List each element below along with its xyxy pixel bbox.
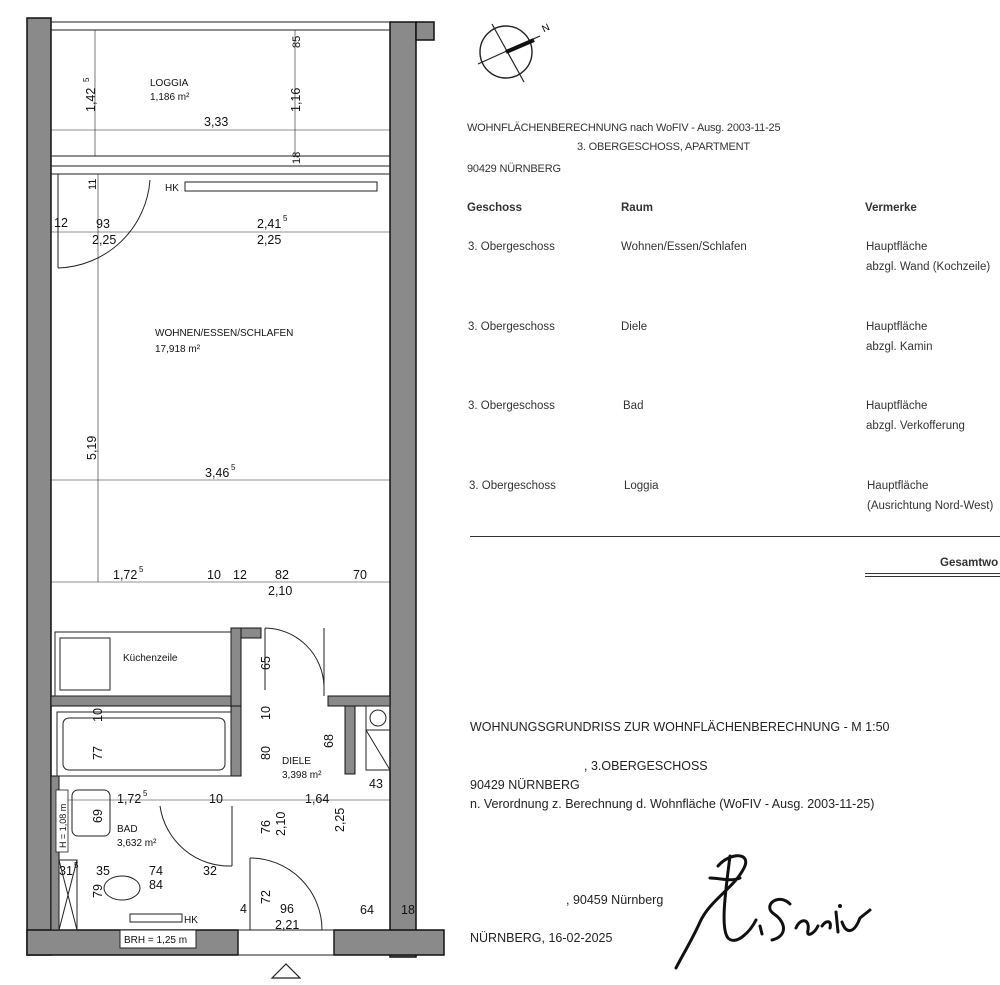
dim-225-b: 2,25 bbox=[257, 233, 282, 247]
plan-info-address: , 90459 Nürnberg bbox=[566, 893, 664, 907]
row3-raum: Bad bbox=[623, 400, 644, 412]
dim-93: 93 bbox=[96, 217, 110, 231]
room-name-kueche: Küchenzeile bbox=[123, 653, 178, 664]
dim-1725-a: 1,72 bbox=[113, 568, 138, 582]
dim-3465: 3,46 bbox=[205, 466, 230, 480]
dim-70: 70 bbox=[353, 568, 367, 582]
dim-10-a: 10 bbox=[207, 568, 221, 582]
row3-vermerk2: abzgl. Verkofferung bbox=[866, 420, 965, 432]
col-header-raum: Raum bbox=[621, 202, 653, 214]
svg-text:5: 5 bbox=[283, 214, 288, 223]
dim-221: 2,21 bbox=[275, 918, 300, 932]
dim-85: 85 bbox=[291, 35, 303, 48]
row1-raum: Wohnen/Essen/Schlafen bbox=[621, 241, 747, 253]
dim-210-b: 2,10 bbox=[274, 811, 288, 836]
hk-label-top: HK bbox=[165, 183, 179, 194]
dim-10-d: 10 bbox=[209, 792, 223, 806]
room-name-wohnen: WOHNEN/ESSEN/SCHLAFEN bbox=[155, 328, 294, 339]
total-label: Gesamtwo bbox=[940, 557, 999, 569]
row4-raum: Loggia bbox=[624, 480, 659, 492]
plan-info-line4: n. Verordnung z. Berechnung d. Wohnfläche (WoFIV - Ausg. 2003-11-25) bbox=[470, 797, 875, 811]
room-name-bad: BAD bbox=[117, 824, 138, 835]
room-area-loggia: 1,186 m² bbox=[150, 92, 190, 103]
row4-vermerk1: Hauptfläche bbox=[867, 480, 929, 492]
brh-label: BRH = 1,25 m bbox=[124, 935, 188, 946]
dim-68: 68 bbox=[322, 734, 336, 748]
dim-11: 11 bbox=[87, 178, 99, 190]
row3-geschoss: 3. Obergeschoss bbox=[468, 400, 555, 412]
room-area-wohnen: 17,918 m² bbox=[155, 344, 201, 355]
room-name-loggia: LOGGIA bbox=[150, 78, 189, 89]
dim-519: 5,19 bbox=[85, 435, 99, 460]
bathtub bbox=[57, 712, 231, 776]
dim-loggia-h-a: 1,42 bbox=[84, 87, 98, 112]
calc-title-line3: 90429 NÜRNBERG bbox=[467, 163, 561, 175]
radiator-top bbox=[185, 182, 377, 191]
dim-164: 1,64 bbox=[305, 792, 330, 806]
dim-2415: 2,41 bbox=[257, 217, 282, 231]
dim-72: 72 bbox=[259, 890, 273, 904]
dim-210-a: 2,10 bbox=[268, 584, 293, 598]
row1-vermerk2: abzgl. Wand (Kochzeile) bbox=[866, 261, 991, 273]
dim-96: 96 bbox=[280, 902, 294, 916]
dim-80: 80 bbox=[259, 746, 273, 760]
total-rule-2 bbox=[865, 576, 1000, 577]
row1-geschoss: 3. Obergeschoss bbox=[468, 241, 555, 253]
dim-65: 65 bbox=[259, 656, 273, 670]
compass-north-label: N bbox=[540, 22, 552, 36]
entrance-arrow bbox=[272, 964, 300, 978]
row2-geschoss: 3. Obergeschoss bbox=[468, 321, 555, 333]
dim-43: 43 bbox=[369, 777, 383, 791]
row4-vermerk2: (Ausrichtung Nord-West) bbox=[867, 500, 994, 512]
dim-loggia-width: 3,33 bbox=[204, 115, 229, 129]
dim-loggia-h-b: 1,16 bbox=[289, 87, 303, 112]
plan-info-line2: , 3.OBERGESCHOSS bbox=[584, 759, 708, 773]
dim-74: 74 bbox=[149, 864, 163, 878]
dim-225-c: 2,25 bbox=[333, 807, 347, 832]
col-header-geschoss: Geschoss bbox=[467, 202, 522, 214]
svg-text:5: 5 bbox=[231, 463, 236, 472]
dim-64: 64 bbox=[360, 903, 374, 917]
dim-18-bottom: 18 bbox=[401, 903, 415, 917]
plan-info-line1: WOHNUNGSGRUNDRISS ZUR WOHNFLÄCHENBERECHNUNG - M 1:50 bbox=[470, 720, 890, 734]
door-arc-diele bbox=[265, 628, 324, 686]
loggia-area bbox=[51, 22, 390, 174]
door-arc-bad bbox=[160, 806, 232, 866]
dim-35: 35 bbox=[96, 864, 110, 878]
svg-text:5: 5 bbox=[139, 565, 144, 574]
plan-info-place-date: NÜRNBERG, 16-02-2025 bbox=[470, 931, 613, 945]
chimney bbox=[366, 706, 390, 770]
dim-79: 79 bbox=[91, 884, 105, 898]
calc-title-line2: 3. OBERGESCHOSS, APARTMENT bbox=[577, 141, 750, 153]
signature bbox=[670, 848, 910, 978]
row2-vermerk1: Hauptfläche bbox=[866, 321, 928, 333]
dim-1725-b: 1,72 bbox=[117, 792, 142, 806]
dim-69: 69 bbox=[91, 809, 105, 823]
row1-vermerk1: Hauptfläche bbox=[866, 241, 928, 253]
room-area-diele: 3,398 m² bbox=[282, 770, 322, 781]
dim-77: 77 bbox=[91, 746, 105, 760]
svg-text:5: 5 bbox=[74, 861, 79, 870]
dim-84: 84 bbox=[149, 878, 163, 892]
dim-18-top: 18 bbox=[291, 151, 303, 164]
dim-225-a: 2,25 bbox=[92, 233, 117, 247]
row3-vermerk1: Hauptfläche bbox=[866, 400, 928, 412]
row4-geschoss: 3. Obergeschoss bbox=[469, 480, 556, 492]
svg-text:5: 5 bbox=[82, 77, 91, 82]
dim-10-c: 10 bbox=[91, 708, 105, 722]
h-window-label: H = 1,08 m bbox=[58, 803, 68, 848]
dim-82: 82 bbox=[275, 568, 289, 582]
dim-10-b: 10 bbox=[259, 706, 273, 720]
dim-76: 76 bbox=[259, 820, 273, 834]
north-compass-icon bbox=[470, 14, 560, 86]
dim-315: 31 bbox=[59, 864, 73, 878]
room-name-diele: DIELE bbox=[282, 756, 311, 767]
svg-text:5: 5 bbox=[143, 789, 148, 798]
table-bottom-rule bbox=[470, 536, 1000, 537]
total-rule-1 bbox=[865, 573, 1000, 574]
dim-32: 32 bbox=[203, 864, 217, 878]
plan-info-line3: 90429 NÜRNBERG bbox=[470, 778, 580, 792]
row2-vermerk2: abzgl. Kamin bbox=[866, 341, 933, 353]
dimension-numbers bbox=[54, 36, 415, 932]
dim-4: 4 bbox=[240, 902, 247, 916]
calc-title-line1: WOHNFLÄCHENBERECHNUNG nach WoFIV - Ausg. 2003-11-25 bbox=[467, 122, 781, 134]
hk-label-bottom: HK bbox=[184, 915, 198, 926]
row2-raum: Diele bbox=[621, 321, 648, 333]
floor-plan bbox=[0, 0, 450, 985]
dim-12: 12 bbox=[54, 216, 68, 230]
kitchen-counter bbox=[55, 632, 231, 696]
room-area-bad: 3,632 m² bbox=[117, 838, 157, 849]
dim-12-b: 12 bbox=[233, 568, 247, 582]
radiator-bath bbox=[130, 914, 182, 922]
superscripts bbox=[74, 77, 288, 870]
col-header-vermerke: Vermerke bbox=[865, 202, 917, 214]
outer-walls bbox=[27, 18, 444, 957]
